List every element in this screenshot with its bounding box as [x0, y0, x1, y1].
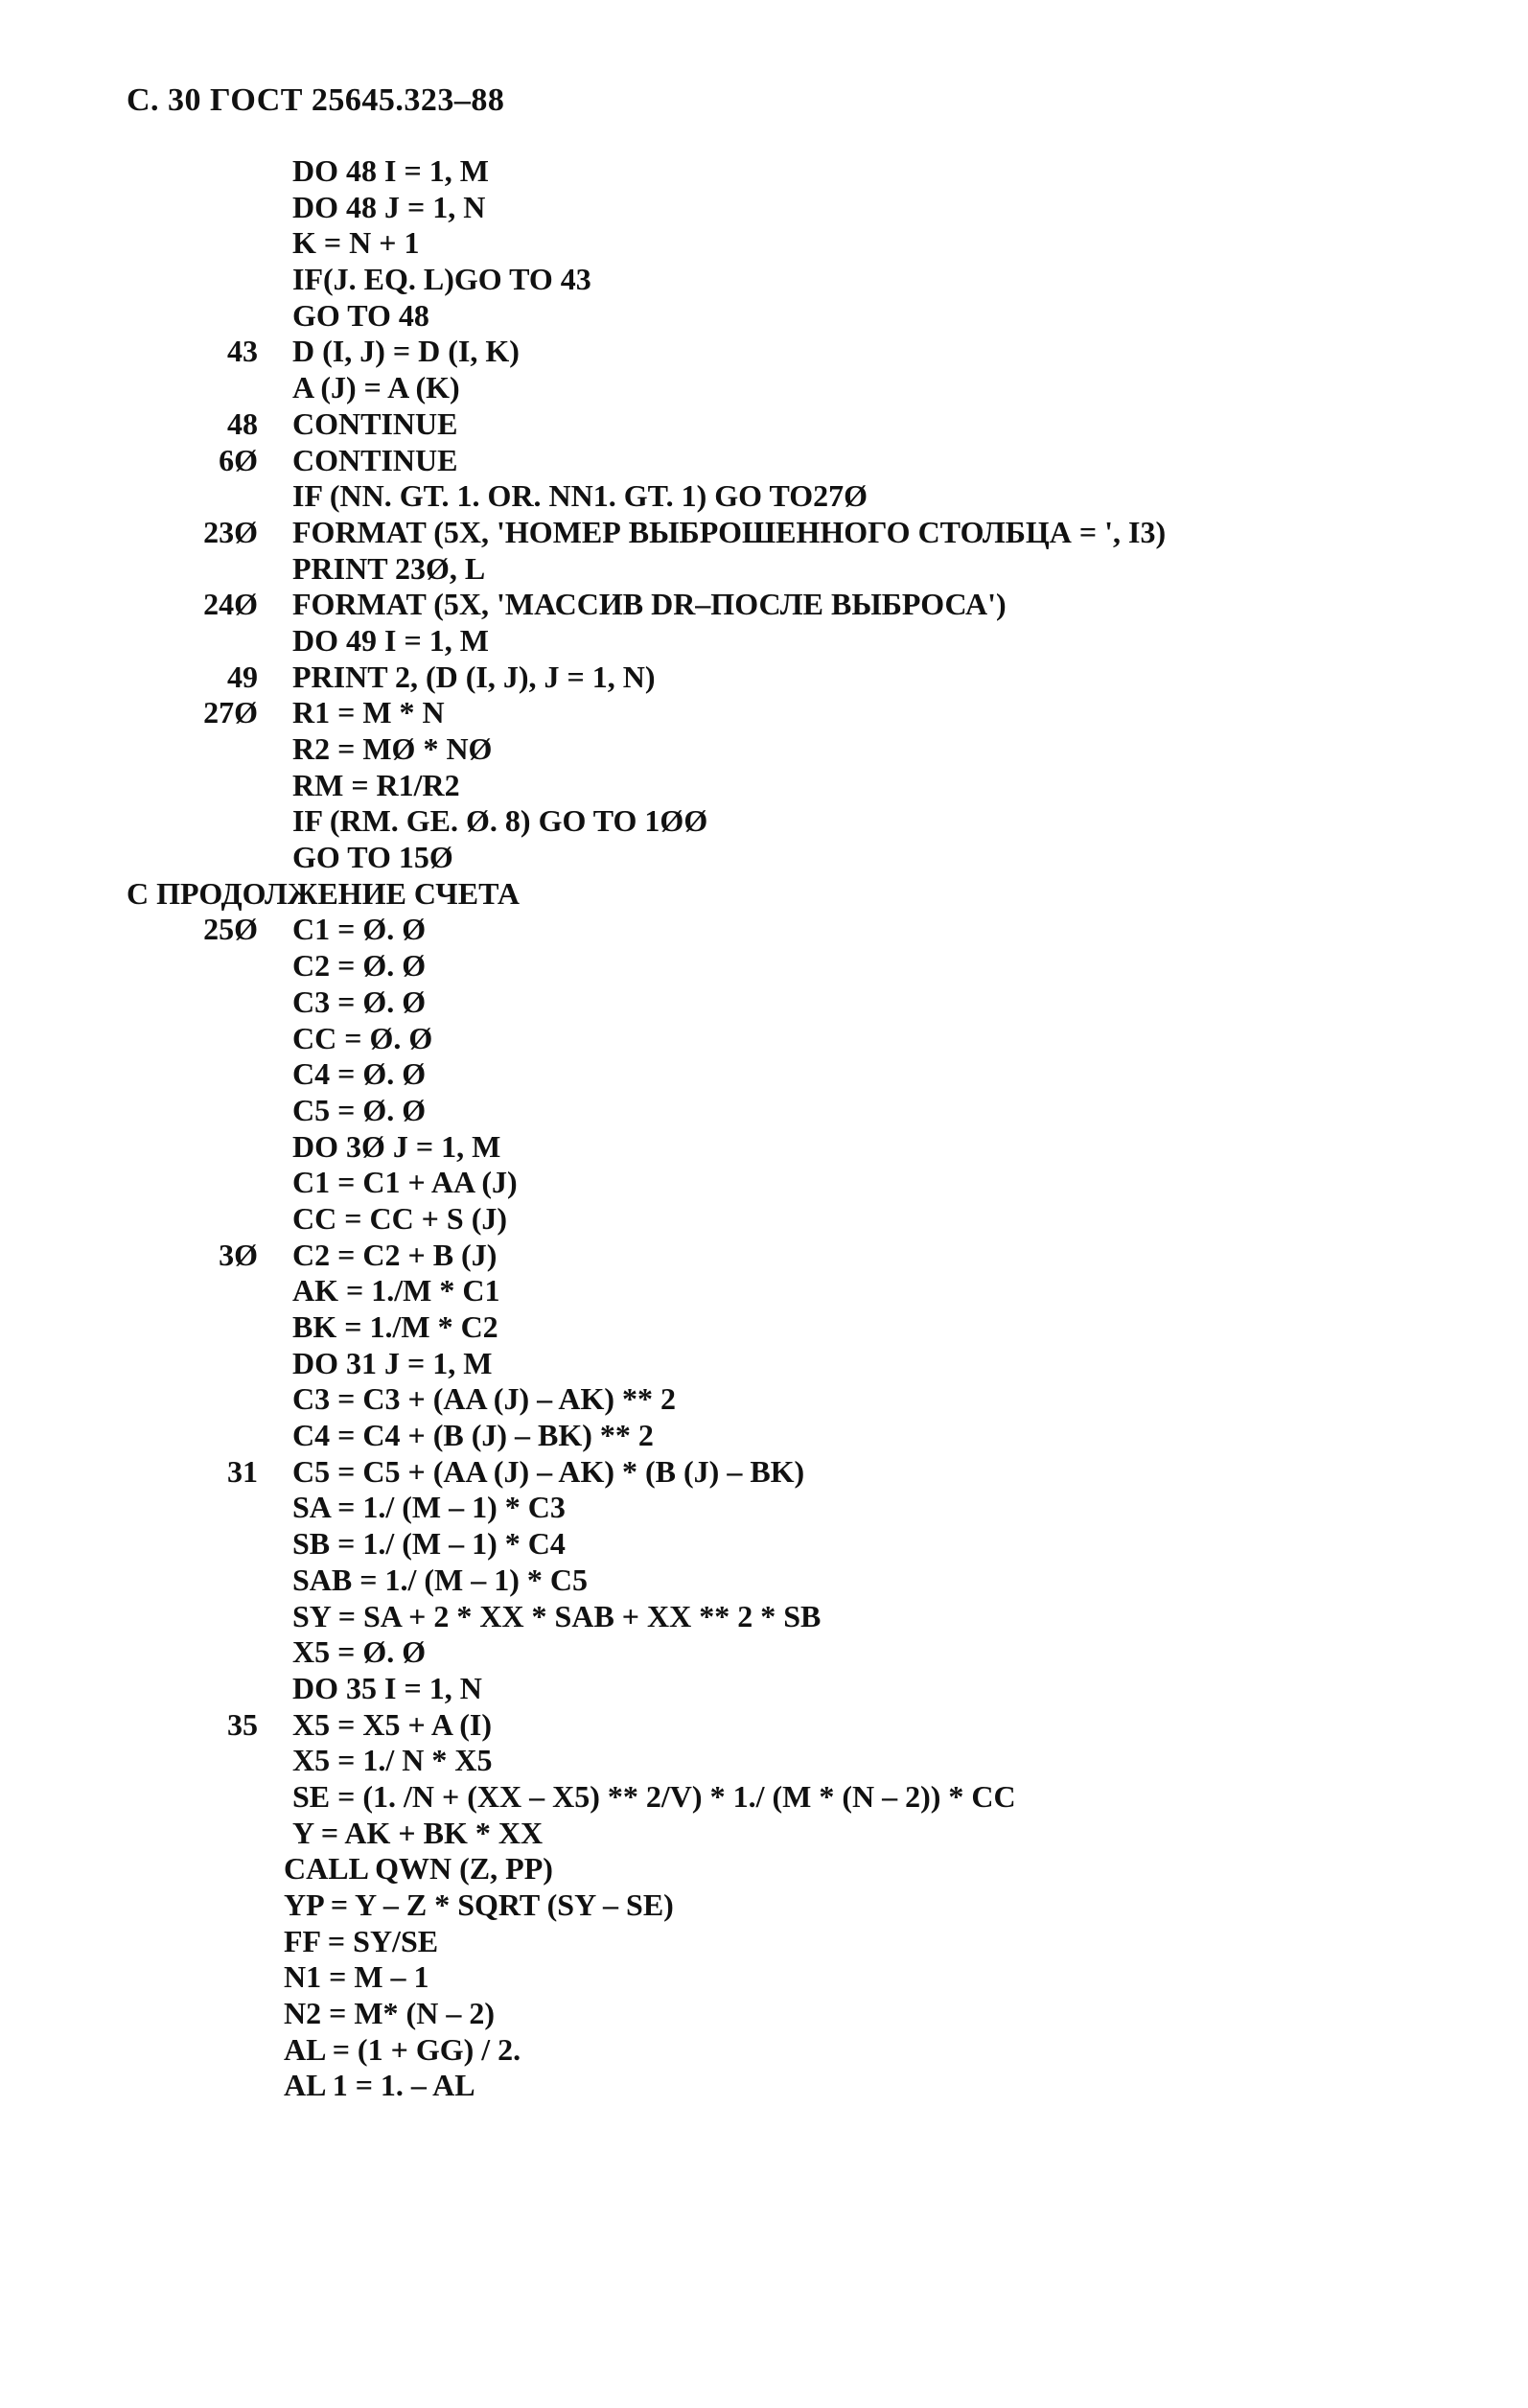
- code-line: [0, 623, 1528, 660]
- statement-text: IF (RM. GE. Ø. 8) GO TO 1ØØ: [292, 803, 708, 839]
- statement-text: AK = 1./M * C1: [292, 1273, 500, 1308]
- statement-text: DO 48 I = 1, M: [292, 153, 489, 188]
- page-header: С. 30 ГОСТ 25645.323–88: [127, 82, 505, 118]
- statement-label: 25Ø: [203, 912, 258, 947]
- statement-label: 31: [227, 1453, 258, 1489]
- code-line: [0, 1887, 1528, 1924]
- code-line: [0, 298, 1528, 335]
- statement-text: DO 48 J = 1, N: [292, 189, 486, 224]
- code-line: [0, 1959, 1528, 1996]
- statement-text: C5 = C5 + (AA (J) – AK) * (B (J) – BK): [292, 1453, 805, 1489]
- code-line: [0, 948, 1528, 984]
- code-line: [0, 1238, 1528, 1274]
- statement-text: X5 = X5 + A (I): [292, 1706, 493, 1742]
- statement-text: C4 = C4 + (B (J) – BK) ** 2: [292, 1418, 654, 1453]
- code-line: [0, 1381, 1528, 1418]
- code-line: [0, 1563, 1528, 1599]
- statement-label: 43: [227, 334, 258, 369]
- statement-text: C2 = Ø. Ø: [292, 948, 427, 984]
- statement-text: DO 31 J = 1, M: [292, 1345, 493, 1380]
- statement-text: SE = (1. /N + (XX – X5) ** 2/V) * 1./ (M * (N – 2)) * CC: [292, 1778, 1016, 1814]
- code-line: [0, 1779, 1528, 1816]
- comment-line: С ПРОДОЛЖЕНИЕ СЧЕТА: [127, 875, 520, 911]
- code-line: [0, 1418, 1528, 1454]
- statement-text: CC = CC + S (J): [292, 1200, 508, 1236]
- code-line: [0, 1996, 1528, 2032]
- code-line: [0, 803, 1528, 840]
- code-line: [0, 1093, 1528, 1129]
- statement-text: R2 = MØ * NØ: [292, 731, 493, 766]
- statement-text: R1 = M * N: [292, 695, 445, 730]
- statement-text: D (I, J) = D (I, K): [292, 334, 520, 369]
- statement-label: 49: [227, 659, 258, 694]
- statement-text: DO 35 I = 1, N: [292, 1670, 482, 1705]
- statement-text: SB = 1./ (M – 1) * C4: [292, 1526, 566, 1562]
- statement-text: AL 1 = 1. – AL: [284, 2068, 475, 2103]
- statement-text: FF = SY/SE: [284, 1923, 439, 1958]
- code-line: [0, 190, 1528, 226]
- code-line: [0, 1634, 1528, 1671]
- code-line: [0, 1021, 1528, 1057]
- code-line: [0, 1526, 1528, 1563]
- statement-text: DO 49 I = 1, M: [292, 622, 489, 658]
- code-line: [0, 1924, 1528, 1960]
- statement-label: 6Ø: [219, 442, 258, 477]
- code-line: [0, 262, 1528, 298]
- statement-text: GO TO 15Ø: [292, 840, 453, 875]
- statement-text: CONTINUE: [292, 442, 458, 477]
- statement-text: X5 = 1./ N * X5: [292, 1743, 493, 1778]
- code-line: [0, 1056, 1528, 1093]
- statement-label: 27Ø: [203, 695, 258, 730]
- code-line: [0, 840, 1528, 876]
- statement-text: C4 = Ø. Ø: [292, 1056, 427, 1092]
- code-line: [0, 1707, 1528, 1744]
- code-line: [0, 768, 1528, 804]
- code-line: [0, 153, 1528, 190]
- code-line: [0, 876, 1528, 913]
- code-line: [0, 1165, 1528, 1201]
- statement-text: SY = SA + 2 * XX * SAB + XX ** 2 * SB: [292, 1598, 822, 1633]
- statement-text: C3 = C3 + (AA (J) – AK) ** 2: [292, 1381, 676, 1417]
- statement-text: N2 = M* (N – 2): [284, 1996, 495, 2031]
- code-line: [0, 1816, 1528, 1852]
- statement-text: CONTINUE: [292, 405, 458, 441]
- statement-text: C3 = Ø. Ø: [292, 984, 427, 1019]
- code-line: [0, 478, 1528, 515]
- code-line: [0, 1346, 1528, 1382]
- code-line: [0, 1851, 1528, 1887]
- statement-text: FORMAT (5X, 'НОМЕР ВЫБРОШЕННОГО СТОЛБЦА = ', I3): [292, 514, 1167, 549]
- statement-text: K = N + 1: [292, 225, 420, 261]
- code-line: [0, 587, 1528, 623]
- statement-text: IF (NN. GT. 1. OR. NN1. GT. 1) GO TO27Ø: [292, 478, 868, 514]
- code-line: [0, 334, 1528, 370]
- code-line: [0, 370, 1528, 406]
- statement-label: 48: [227, 405, 258, 441]
- statement-text: X5 = Ø. Ø: [292, 1634, 427, 1670]
- code-line: [0, 406, 1528, 443]
- code-line: [0, 1490, 1528, 1526]
- statement-text: N1 = M – 1: [284, 1959, 429, 1995]
- statement-text: DO 3Ø J = 1, M: [292, 1128, 501, 1164]
- code-line: [0, 2068, 1528, 2104]
- statement-label: 35: [227, 1706, 258, 1742]
- statement-text: C1 = C1 + AA (J): [292, 1165, 518, 1200]
- code-line: [0, 731, 1528, 768]
- statement-text: CC = Ø. Ø: [292, 1020, 433, 1055]
- code-line: [0, 660, 1528, 696]
- code-line: [0, 1273, 1528, 1309]
- code-line: [0, 1201, 1528, 1238]
- statement-text: FORMAT (5X, 'МАССИВ DR–ПОСЛЕ ВЫБРОСА'): [292, 587, 1007, 622]
- statement-text: A (J) = A (K): [292, 370, 460, 405]
- statement-label: 24Ø: [203, 587, 258, 622]
- statement-text: C5 = Ø. Ø: [292, 1092, 427, 1127]
- code-line: [0, 1743, 1528, 1779]
- statement-text: PRINT 23Ø, L: [292, 550, 486, 586]
- statement-text: GO TO 48: [292, 297, 429, 333]
- code-line: [0, 1309, 1528, 1346]
- statement-label: 23Ø: [203, 514, 258, 549]
- statement-text: YP = Y – Z * SQRT (SY – SE): [284, 1887, 674, 1922]
- statement-text: Y = AK + BK * XX: [292, 1815, 544, 1850]
- code-line: [0, 2032, 1528, 2069]
- statement-label: 3Ø: [219, 1237, 258, 1272]
- statement-text: PRINT 2, (D (I, J), J = 1, N): [292, 659, 656, 694]
- code-line: [0, 1599, 1528, 1635]
- code-line: [0, 984, 1528, 1021]
- statement-text: BK = 1./M * C2: [292, 1309, 498, 1344]
- statement-text: RM = R1/R2: [292, 767, 460, 802]
- code-line: [0, 912, 1528, 948]
- fortran-listing: [0, 153, 1528, 2104]
- statement-text: IF(J. EQ. L)GO TO 43: [292, 262, 591, 297]
- code-line: [0, 551, 1528, 588]
- statement-text: AL = (1 + GG) / 2.: [284, 2031, 521, 2067]
- code-line: [0, 1671, 1528, 1707]
- code-line: [0, 515, 1528, 551]
- code-line: [0, 1454, 1528, 1491]
- statement-text: C1 = Ø. Ø: [292, 912, 427, 947]
- code-line: [0, 1129, 1528, 1166]
- statement-text: SA = 1./ (M – 1) * C3: [292, 1490, 566, 1525]
- code-line: [0, 225, 1528, 262]
- statement-text: C2 = C2 + B (J): [292, 1237, 498, 1272]
- statement-text: CALL QWN (Z, PP): [284, 1851, 553, 1887]
- code-line: [0, 695, 1528, 731]
- code-line: [0, 443, 1528, 479]
- statement-text: SAB = 1./ (M – 1) * C5: [292, 1562, 588, 1597]
